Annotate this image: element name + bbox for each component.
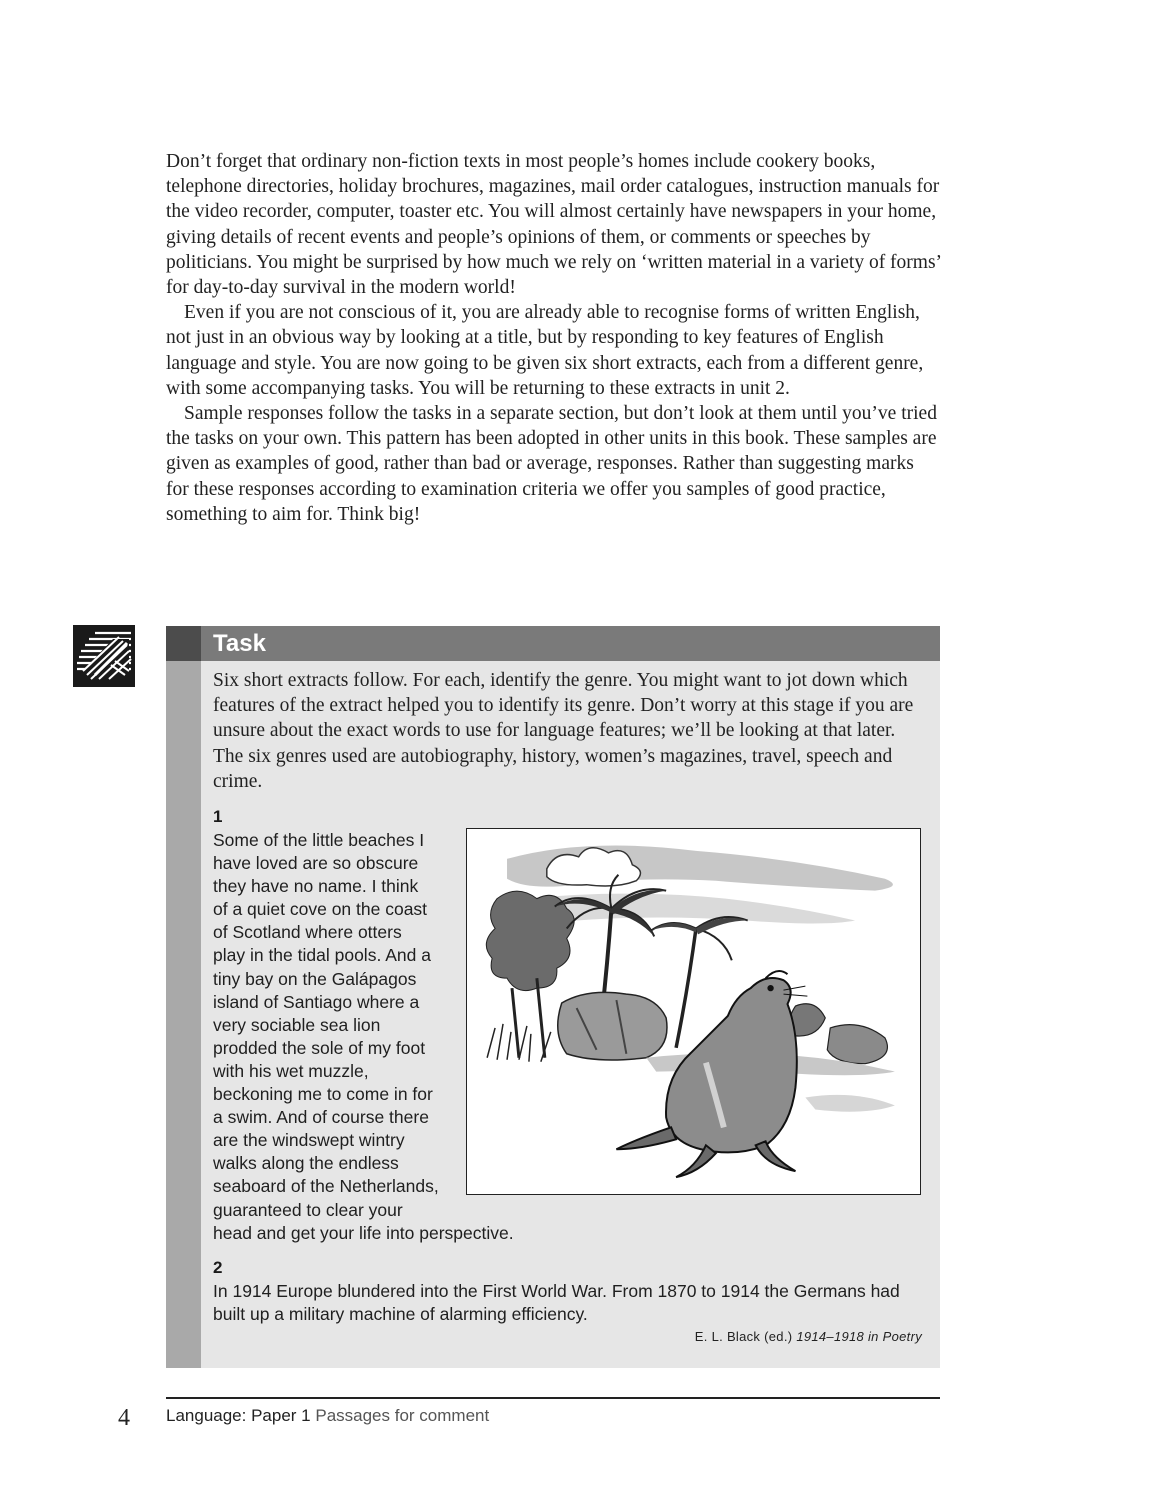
writing-hand-icon	[73, 625, 135, 687]
task-title: Task	[213, 630, 266, 657]
extract-1-line: tiny bay on the Galápagos	[213, 968, 417, 989]
extract-1-line: of a quiet cove on the coast	[213, 899, 428, 920]
extract-1-line: prodded the sole of my foot	[213, 1037, 426, 1058]
extract-1-line: have loved are so obscure	[213, 853, 419, 874]
extract-2-text: In 1914 Europe blundered into the First World War. From 1870 to 1914 the Germans had built up a military machine of alarming efficiency.	[213, 1281, 900, 1325]
running-head-title: Language: Paper 1	[166, 1406, 311, 1425]
extract-1-line: play in the tidal pools. And a	[213, 945, 431, 966]
extract-1-line: Some of the little beaches I	[213, 830, 425, 850]
intro-paragraph-2: Even if you are not conscious of it, you are already able to recognise forms of written English, not just in an obvious way by looking at a title, but by responding to key features of English language and style. You are now going to be given six short extracts, each from a different genre, with some accompanying tasks. You will be returning to these extracts in unit 2.	[166, 302, 924, 399]
running-head-subtitle: Passages for comment	[315, 1406, 490, 1425]
extract-2-source	[695, 1328, 922, 1346]
extract-1-line: with his wet muzzle,	[213, 1060, 369, 1081]
sea-lion-on-beach-illustration	[466, 828, 921, 1195]
task-side-stripe	[166, 626, 201, 1368]
extract-1-line: guaranteed to clear your	[213, 1199, 403, 1220]
extract-1-line: they have no name. I think	[213, 876, 419, 897]
extract-1-line: are the windswept wintry	[213, 1130, 405, 1151]
extract-1-line: a swim. And of course there	[213, 1107, 429, 1128]
task-header-bar	[166, 626, 940, 661]
task-instructions: Six short extracts follow. For each, identify the genre. You might want to jot down which features of the extract helped you to identify its genre. Don’t worry at this stage if you are unsure about the exact words to use for language features; we’ll be looking at that later. The six genres used are autobiography, history, women’s magazines, travel, speech and crime.	[213, 670, 914, 792]
extract-1-line: beckoning me to come in for	[213, 1084, 433, 1105]
extract-1-line: of Scotland where otters	[213, 922, 402, 943]
extract-1-line: very sociable sea lion	[213, 1014, 381, 1035]
extract-1-line: island of Santiago where a	[213, 991, 420, 1012]
task-header-corner	[166, 626, 201, 661]
source-author: E. L. Black (ed.)	[694, 1329, 793, 1344]
page-number: 4	[118, 1405, 130, 1431]
extract-1-number: 1	[213, 807, 223, 826]
intro-text	[166, 149, 941, 527]
extract-1-line: head and get your life into perspective.	[213, 1222, 514, 1243]
extract-1-line: walks along the endless	[213, 1153, 399, 1174]
extract-2-number: 2	[213, 1258, 223, 1277]
extract-1-line: seaboard of the Netherlands,	[213, 1176, 439, 1197]
running-head	[166, 1405, 489, 1427]
intro-paragraph-1: Don’t forget that ordinary non-fiction texts in most people’s homes include cookery books, telephone directories, holiday brochures, magazines, mail order catalogues, instruction manuals for the video recorder, computer, toaster etc. You will almost certainly have newspapers in your home, giving details of recent events and people’s opinions of them, or comments or speeches by politicians. You might be surprised by how much we rely on ‘written material in a variety of forms’ for day-to-day survival in the modern world!	[166, 151, 941, 299]
task-box	[166, 626, 940, 1368]
source-title: 1914–1918 in Poetry	[796, 1329, 922, 1344]
footer-rule	[166, 1397, 940, 1399]
intro-paragraph-3: Sample responses follow the tasks in a separate section, but don’t look at them until you’ve tried the tasks on your own. This pattern has been adopted in other units in this book. These samples are given as examples of good, rather than bad or average, responses. Rather than suggesting marks for these responses according to examination criteria we offer you samples of good practice, something to aim for. Think big!	[166, 403, 937, 525]
